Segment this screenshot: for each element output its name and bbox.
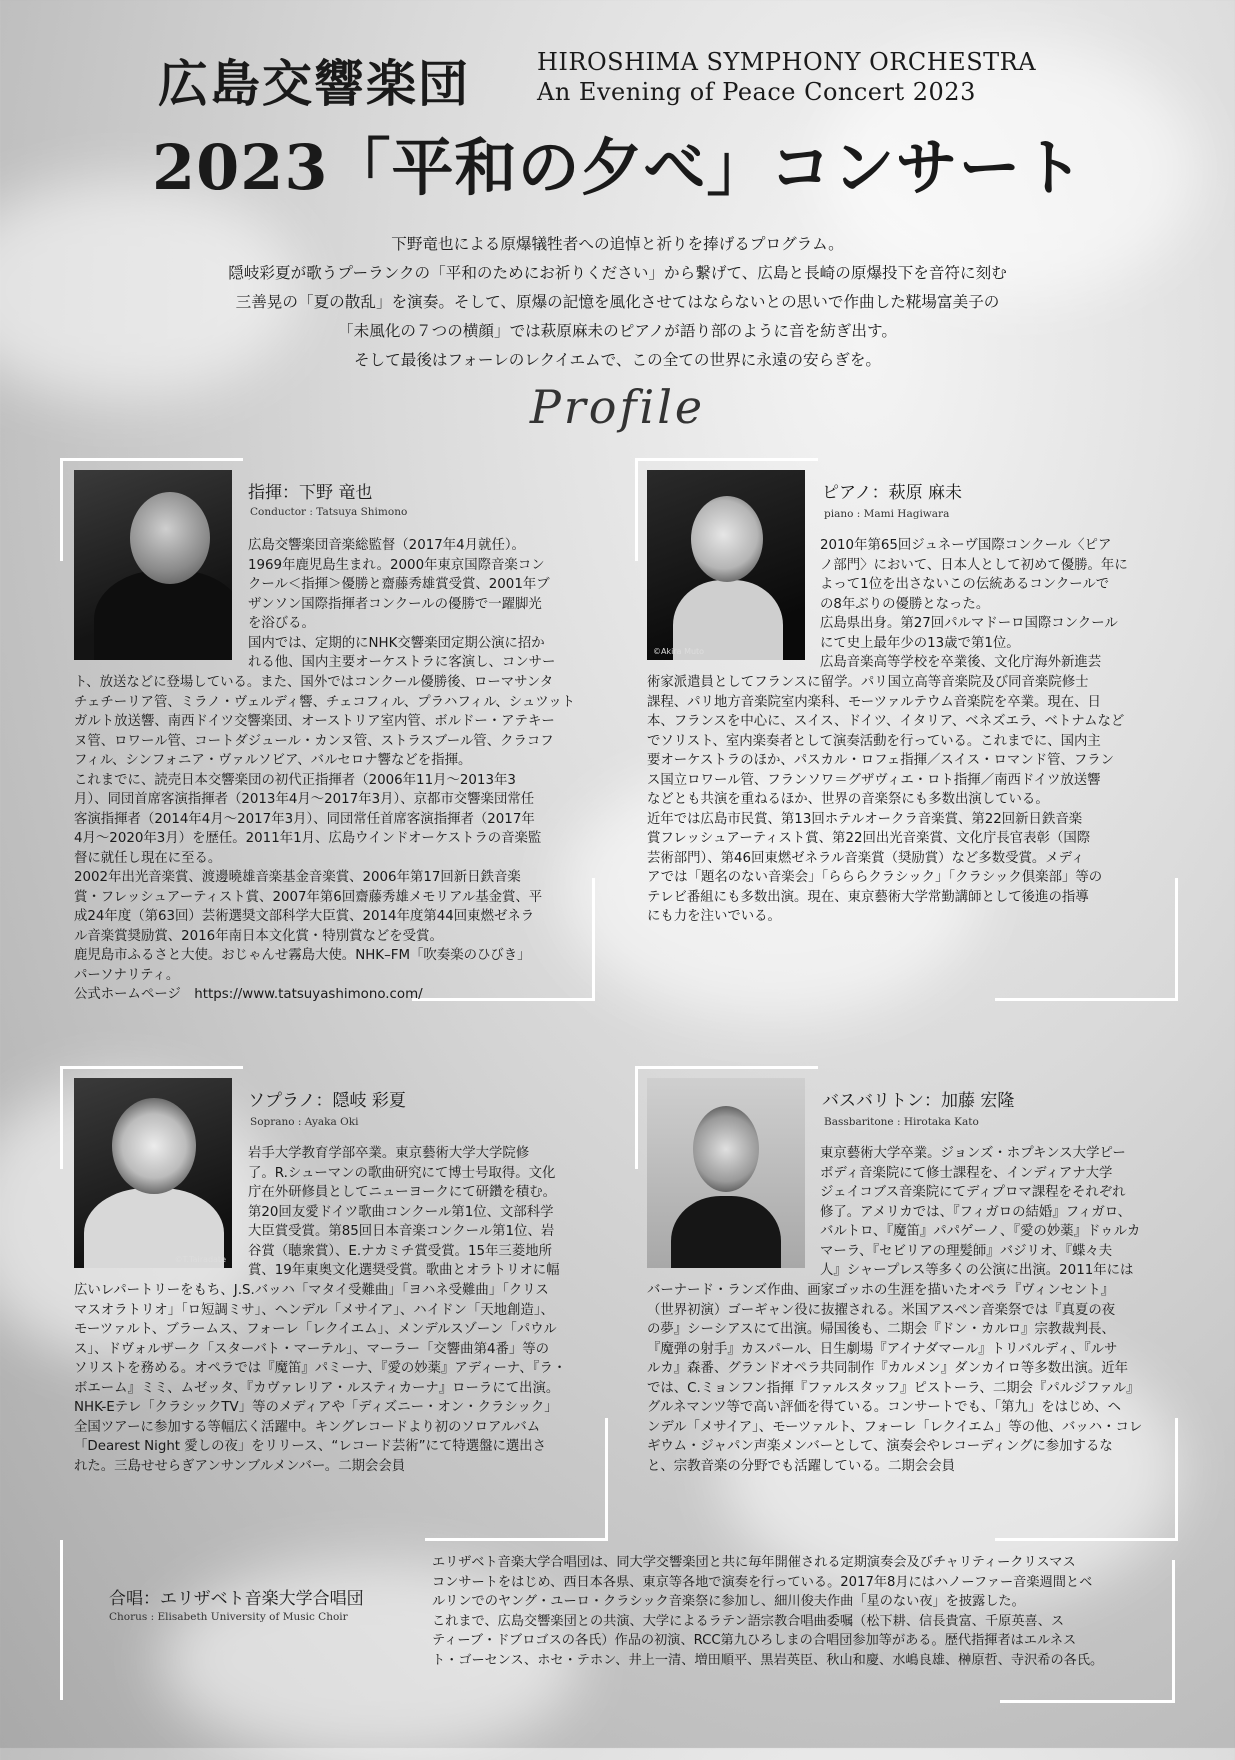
bio-line: にて史上最年少の13歳で第1位。	[820, 635, 1020, 651]
bio-line: テレビ番組にも多数出演。現在、東京藝術大学常勤講師として後進の指導	[647, 889, 1089, 905]
bass-photo	[647, 1078, 805, 1268]
concert-title: 2023「平和の夕べ」コンサート	[152, 131, 1085, 204]
bio-line: 了。R.シューマンの歌曲研究にて博士号取得。文化	[248, 1165, 556, 1181]
bio-line: パーソナリティ。	[74, 967, 180, 983]
bio-line: 広いレパートリーをもち、J.S.バッハ「マタイ受難曲」「ヨハネ受難曲」「クリス	[74, 1283, 549, 1298]
bio-line: 東京藝術大学卒業。ジョンズ・ホプキンス大学ピー	[820, 1146, 1126, 1161]
bio-line: コンサートをはじめ、西日本各県、東京等各地で演奏を行っている。2017年8月にはハノーファー音楽週間とベ	[432, 1574, 1093, 1590]
bio-line: これまでに、読売日本交響楽団の初代正指揮者（2006年11月～2013年3	[74, 772, 516, 788]
bio-line: 1969年鹿児島生まれ。2000年東京国際音楽コン	[248, 557, 545, 573]
bio-line: 全国ツアーに参加する等幅広く活躍中。キングレコードより初のソロアルバム	[74, 1419, 541, 1435]
bio-line: マーラ、『セビリアの理髪師』バジリオ、『蝶々夫	[820, 1243, 1113, 1259]
bio-line: エリザベト音楽大学合唱団は、同大学交響楽団と共に毎年開催される定期演奏会及びチャリティークリスマス	[432, 1555, 1076, 1570]
bio-line: 課程、パリ地方音楽院室内楽科、モーツァルテウム音楽院を卒業。現在、日	[647, 694, 1101, 710]
conductor-bio-head	[248, 536, 555, 673]
pianist-photo	[647, 470, 805, 660]
bio-line: にも力を注いでいる。	[647, 909, 781, 924]
bio-line: 術家派遣員としてフランスに留学。パリ国立高等音楽院及び同音楽院修士	[647, 675, 1089, 690]
bass-role: バスバリトン：加藤 宏隆	[822, 1091, 1015, 1111]
bio-line: ギウム・ジャパン声楽メンバーとして、演奏会やレコーディングに参加するな	[647, 1439, 1113, 1454]
bio-line: でソリスト、室内楽奏者として演奏活動を行っている。これまでに、国内主	[647, 733, 1101, 749]
bio-line: 4月～2020年3月）を歴任。2011年1月、広島ウインドオーケストラの音楽監	[74, 831, 542, 846]
bio-line: 督に就任し現在に至る。	[74, 850, 222, 866]
bass-role-en: Bassbaritone : Hirotaka Kato	[824, 1116, 979, 1128]
bio-line: 2010年第65回ジュネーヴ国際コンクール〈ピア	[820, 538, 1112, 553]
bio-line: 人』シャープレス等多くの公演に出演。2011年には	[820, 1263, 1134, 1278]
soprano-role: ソプラノ：隠岐 彩夏	[248, 1091, 406, 1111]
bio-line: 賞・フレッシュアーティスト賞、2007年第6回齋藤秀雄メモリアル基金賞、平	[74, 889, 543, 905]
bio-line: 広島音楽高等学校を卒業後、文化庁海外新進芸	[820, 655, 1102, 670]
bio-line: 広島県出身。第27回パルマドーロ国際コンクール	[820, 616, 1118, 631]
bio-line: ト・ゴーセンス、ホセ・テホン、井上一清、増田順平、黒岩英臣、秋山和慶、水嶋良雄、榊原哲、寺沢希の各氏。	[432, 1652, 1104, 1668]
bio-line: では、C.ミョンフン指揮『ファルスタッフ』ピストーラ、二期会『パルジファル』	[647, 1380, 1140, 1396]
bio-line: れた。三島せせらぎアンサンブルメンバー。二期会会員	[74, 1458, 406, 1474]
soprano-bio-head	[248, 1144, 560, 1281]
bio-line: 2002年出光音楽賞、渡邊曉雄音楽基金音楽賞、2006年第17回新日鉄音楽	[74, 870, 521, 885]
bio-line: 修了。アメリカでは、『フィガロの結婚』フィガロ、	[820, 1204, 1132, 1220]
bio-line: 近年では広島市民賞、第13回ホテルオークラ音楽賞、第22回新日鉄音楽	[647, 811, 1083, 827]
title-en-line2: An Evening of Peace Concert 2023	[537, 78, 976, 106]
bio-line: ノ部門〉において、日本人として初めて優勝。年に	[820, 557, 1128, 573]
bio-line: 谷賞（聴衆賞）、E.ナカミチ賞受賞。15年三菱地所	[248, 1243, 552, 1259]
bio-line: ス国立ロワール管、フランソワ＝グザヴィエ・ロト指揮／南西ドイツ放送響	[647, 772, 1101, 788]
chorus-role-en: Chorus : Elisabeth University of Music Choir	[109, 1611, 348, 1623]
bio-line: ンデル「メサイア」、モーツァルト、フォーレ「レクイエム」等の他、バッハ・コレ	[647, 1419, 1143, 1435]
bio-line: 賞、19年東奥文化選奨受賞。歌曲とオラトリオに幅	[248, 1263, 560, 1278]
bio-line: 大臣賞受賞。第85回日本音楽コンクール第1位、岩	[248, 1224, 555, 1239]
pianist-role-en: piano : Mami Hagiwara	[824, 508, 950, 520]
bio-line: よって1位を出さないこの伝統あるコンクールで	[820, 577, 1110, 592]
bio-line: 「Dearest Night 愛しの夜」をリリース、“レコード芸術”にて特選盤に選出さ	[74, 1439, 547, 1454]
photo-credit: ©T.Tairadate	[174, 1255, 226, 1264]
bio-line: れる他、国内主要オーケストラに客演し、コンサー	[248, 655, 556, 670]
title-en-line1: HIROSHIMA SYMPHONY ORCHESTRA	[537, 48, 1037, 76]
bio-line: 鹿児島市ふるさと大使。おじゃんせ霧島大使。NHK–FM「吹奏楽のひびき」	[74, 948, 531, 963]
intro-line: 下野竜也による原爆犠牲者への追悼と祈りを捧げるプログラム。	[391, 235, 844, 253]
bio-line: 岩手大学教育学部卒業。東京藝術大学大学院修	[248, 1146, 530, 1161]
bio-line: 本、フランスを中心に、スイス、ドイツ、イタリア、ベネズエラ、ベトナムなど	[647, 714, 1125, 729]
bio-line: 成24年度（第63回）芸術選奨文部科学大臣賞、2014年度第44回東燃ゼネラ	[74, 909, 535, 924]
soprano-photo	[74, 1078, 232, 1268]
soprano-role-en: Soprano : Ayaka Oki	[250, 1116, 359, 1128]
bio-line: NHK-Eテレ「クラシックTV」等のメディアや「ディズニー・オン・クラシック」	[74, 1400, 558, 1415]
chorus-bio	[432, 1553, 1103, 1670]
bio-line: チェチーリア管、ミラノ・ヴェルディ響、チェコフィル、プラハフィル、シュツット	[74, 694, 576, 710]
bio-line: 客演指揮者（2014年4月～2017年3月）、同団常任首席客演指揮者（2017年	[74, 811, 535, 827]
bio-line: の8年ぶりの優勝となった。	[820, 596, 990, 612]
photo-credit: ©Akira Muto	[653, 647, 705, 656]
bio-line: フィル、シンフォニア・ヴァルソビア、バルセロナ響などを指揮。	[74, 753, 472, 768]
bio-line: ボエーム』ミミ、ムゼッタ、『カヴァレリア・ルスティカーナ』ローラにて出演。	[74, 1380, 560, 1396]
bio-line: ティーブ・ドブロゴスの各氏）作品の初演、RCC第九ひろしまの合唱団参加等がある。歴代指揮者はエルネス	[432, 1633, 1077, 1648]
conductor-photo	[74, 470, 232, 660]
bio-line: 賞フレッシュアーティスト賞、第22回出光音楽賞、文化庁長官表彰（国際	[647, 831, 1091, 846]
bio-line: ジェイコブス音楽院にてディプロマ課程をそれぞれ	[820, 1185, 1126, 1200]
intro-line: 「未風化の７つの横顔」では萩原麻未のピアノが語り部のように音を紡ぎ出す。	[338, 322, 897, 340]
conductor-role: 指揮：下野 竜也	[248, 483, 373, 503]
intro-text	[140, 230, 1095, 375]
bio-line: ス」、ドヴォルザーク「スターバト・マーテル」、マーラー「交響曲第4番」等の	[74, 1341, 550, 1357]
bio-line: グルネマンツ等で高い評価を得ている。コンサートでも、「第九」をはじめ、ヘ	[647, 1400, 1122, 1415]
bio-line: ト、放送などに登場している。また、国外ではコンクール優勝後、ローマサンタ	[74, 675, 554, 690]
bio-line: クール＜指揮＞優勝と齋藤秀雄賞受賞、2001年ブ	[248, 577, 550, 592]
bio-line: 第20回友愛ドイツ歌曲コンクール第1位、文部科学	[248, 1204, 554, 1220]
intro-line: そして最後はフォーレのレクイエムで、この全ての世界に永遠の安らぎを。	[353, 351, 882, 369]
bio-line: ル音楽賞奨励賞、2016年南日本文化賞・特別賞などを受賞。	[74, 928, 443, 944]
bio-line: ルリンでのヤング・ユーロ・クラシック音楽祭に参加し、細川俊夫作曲「星のない夜」を披露した。	[432, 1594, 1025, 1609]
bio-line: ヌ管、ロワール管、コートダジュール・カンヌ管、ストラスブール管、クラコフ	[74, 733, 554, 749]
bio-line: 芸術部門）、第46回東燃ゼネラル音楽賞（奨励賞）など多数受賞。メディ	[647, 850, 1085, 866]
bio-line: などとも共演を重ねるほか、世界の音楽祭にも多数出演している。	[647, 792, 1049, 807]
bio-line: アでは「題名のない音楽会」「らららクラシック」「クラシック倶楽部」等の	[647, 870, 1103, 885]
bio-line: と、宗教音楽の分野でも活躍している。二期会会員	[647, 1458, 955, 1474]
chorus-role: 合唱：エリザベト音楽大学合唱団	[109, 1589, 364, 1609]
bio-line: ソリストを務める。オペラでは『魔笛』パミーナ、『愛の妙薬』アディーナ、『ラ・	[74, 1361, 567, 1376]
conductor-bio-body	[74, 673, 575, 1005]
pianist-bio-body	[647, 673, 1124, 927]
bio-line: （世界初演）ゴーギャン役に抜擢される。米国アスペン音楽祭では『真夏の夜	[647, 1302, 1116, 1318]
homepage-link[interactable]: 公式ホームページ https://www.tatsuyashimono.com/	[74, 987, 423, 1002]
soprano-bio-body	[74, 1281, 566, 1476]
bio-line: バルトロ、『魔笛』パパゲーノ、『愛の妙薬』ドゥルカ	[820, 1224, 1141, 1239]
profile-heading: Profile	[529, 380, 706, 434]
bio-line: 月）、同団首席客演指揮者（2013年4月～2017年3月）、京都市交響楽団常任	[74, 792, 535, 807]
pianist-role: ピアノ：萩原 麻未	[822, 483, 963, 503]
bio-line: 庁在外研修員としてニューヨークにて研鑽を積む。	[248, 1185, 556, 1200]
bio-line: ボディ音楽院にて修士課程を、インディアナ大学	[820, 1165, 1113, 1181]
bio-line: 要オーケストラのほか、パスカル・ロフェ指揮／スイス・ロマンド管、フラン	[647, 753, 1115, 768]
bio-line: これまで、広島交響楽団との共演、大学によるラテン語宗教合唱曲委嘱（松下耕、信長貴富、千原英喜、ス	[432, 1613, 1065, 1629]
bio-line: マスオラトリオ」「ロ短調ミサ」、ヘンデル「メサイア」、ハイドン「天地創造」、	[74, 1302, 554, 1318]
bio-line: モーツァルト、ブラームス、フォーレ「レクイエム」、メンデルスゾーン「パウル	[74, 1322, 557, 1337]
bio-line: 国内では、定期的にNHK交響楽団定期公演に招か	[248, 635, 545, 651]
orchestra-title-en	[537, 47, 1036, 107]
intro-line: 隠岐彩夏が歌うプーランクの「平和のためにお祈りください」から繋げて、広島と長崎の原爆投下を音符に刻む	[228, 264, 1007, 282]
bass-bio-head	[820, 1144, 1140, 1281]
intro-line: 三善晃の「夏の散乱」を演奏。そして、原爆の記憶を風化させてはならないとの思いで作曲した糀場富美子の	[235, 293, 1000, 311]
bass-bio-body	[647, 1281, 1142, 1476]
pianist-bio-head	[820, 536, 1128, 673]
bio-line: 広島交響楽団音楽総監督（2017年4月就任）。	[248, 538, 525, 553]
bio-line: の夢』シーシアスにて出演。帰国後も、二期会『ドン・カルロ』宗教裁判長、	[647, 1322, 1115, 1337]
bio-line: バーナード・ランズ作曲、画家ゴッホの生涯を描いたオペラ『ヴィンセント』	[647, 1283, 1115, 1298]
bio-line: 『魔弾の射手』カスパール、日生劇場『アイナダマール』トリバルディ、『ルサ	[647, 1341, 1118, 1357]
bio-line: ガルト放送響、南西ドイツ交響楽団、オーストリア室内管、ボルドー・アテキー	[74, 714, 555, 729]
bio-line: を浴びる。	[248, 616, 315, 631]
orchestra-title-ja: 広島交響楽団	[158, 54, 470, 113]
conductor-role-en: Conductor : Tatsuya Shimono	[250, 506, 408, 518]
bio-line: ザンソン国際指揮者コンクールの優勝で一躍脚光	[248, 596, 542, 612]
bio-line: ルカ』森番、グランドオペラ共同制作『カルメン』ダンカイロ等多数出演。近年	[647, 1361, 1128, 1376]
